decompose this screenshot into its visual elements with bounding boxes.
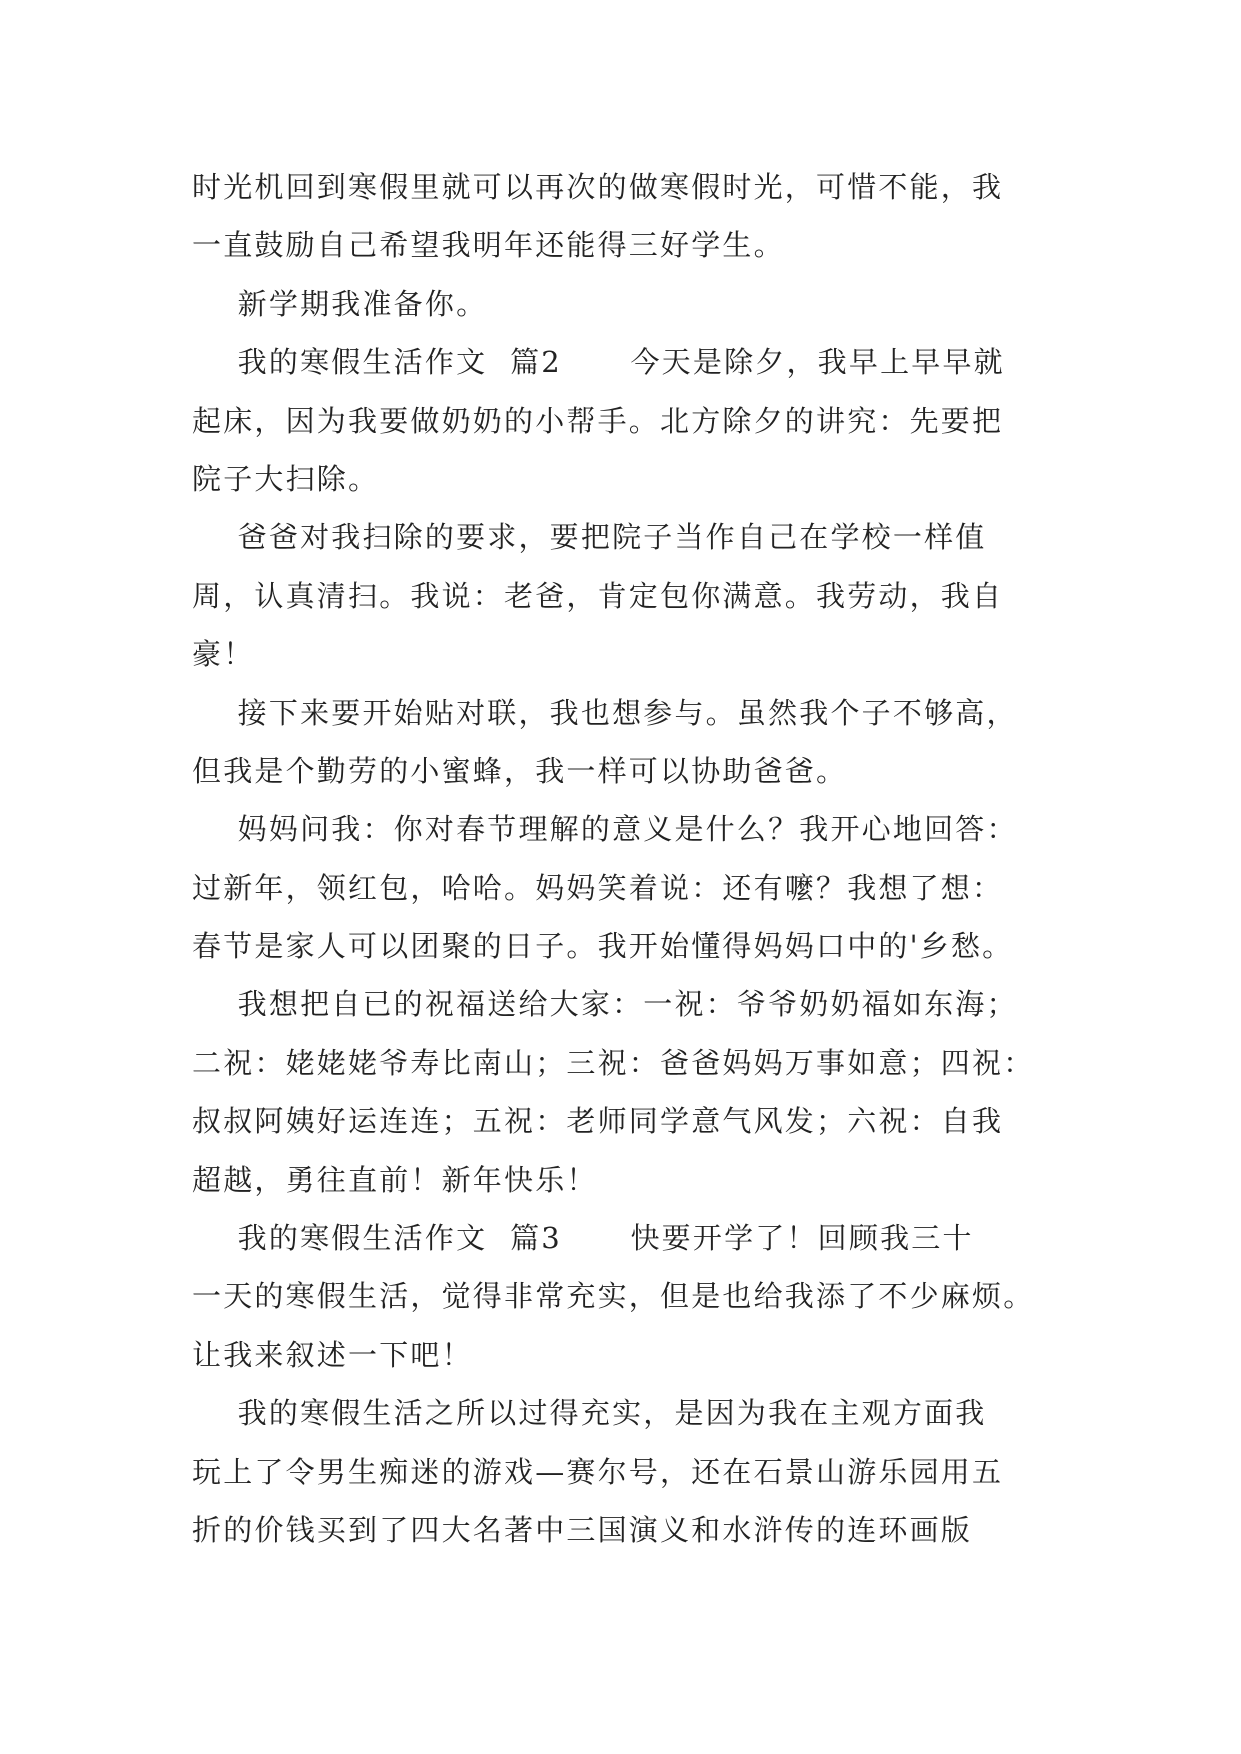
text-line: 我的寒假生活之所以过得充实，是因为我在主观方面我 (192, 1396, 987, 1431)
text-line: 折的价钱买到了四大名著中三国演义和水浒传的连环画版 (192, 1512, 973, 1547)
text-line: 爸爸对我扫除的要求，要把院子当作自己在学校一样值 (192, 520, 987, 555)
text-line: 豪！ (192, 637, 255, 672)
text-line: 一直鼓励自己希望我明年还能得三好学生。 (192, 228, 785, 263)
text-line: 玩上了令男生痴迷的游戏—赛尔号，还在石景山游乐园用五 (192, 1454, 1004, 1489)
text-line: 周，认真清扫。我说：老爸，肯定包你满意。我劳动，我自 (192, 578, 1004, 613)
text-line: 一天的寒假生活，觉得非常充实，但是也给我添了不少麻烦。 (192, 1279, 1035, 1314)
text-line: 春节是家人可以团聚的日子。我开始懂得妈妈口中的'乡愁。 (192, 929, 1014, 964)
text-line: 院子大扫除。 (192, 461, 380, 496)
text-line: 我的寒假生活作文 篇3 快要开学了！回顾我三十 (192, 1221, 974, 1256)
text-line: 接下来要开始贴对联，我也想参与。虽然我个子不够高， (192, 695, 1018, 730)
text-line: 二祝：姥姥姥爷寿比南山；三祝：爸爸妈妈万事如意；四祝： (192, 1045, 1035, 1080)
text-line: 叔叔阿姨好运连连；五祝：老师同学意气风发；六祝：自我 (192, 1104, 1004, 1139)
text-line: 我的寒假生活作文 篇2 今天是除夕，我早上早早就 (192, 345, 1005, 380)
text-line: 妈妈问我：你对春节理解的意义是什么？我开心地回答： (192, 812, 1018, 847)
text-line: 让我来叙述一下吧！ (192, 1337, 473, 1372)
text-line: 起床，因为我要做奶奶的小帮手。北方除夕的讲究：先要把 (192, 403, 1004, 438)
text-line: 时光机回到寒假里就可以再次的做寒假时光，可惜不能，我 (192, 170, 1004, 204)
text-line: 超越，勇往直前！新年快乐！ (192, 1162, 598, 1197)
text-line: 过新年，领红包，哈哈。妈妈笑着说：还有嚒？我想了想： (192, 870, 1004, 905)
text-line: 新学期我准备你。 (192, 286, 488, 321)
document-body (192, 158, 1052, 1559)
text-line: 我想把自已的祝福送给大家：一祝：爷爷奶奶福如东海； (192, 987, 1018, 1022)
text-line: 但我是个勤劳的小蜜蜂，我一样可以协助爸爸。 (192, 753, 848, 788)
